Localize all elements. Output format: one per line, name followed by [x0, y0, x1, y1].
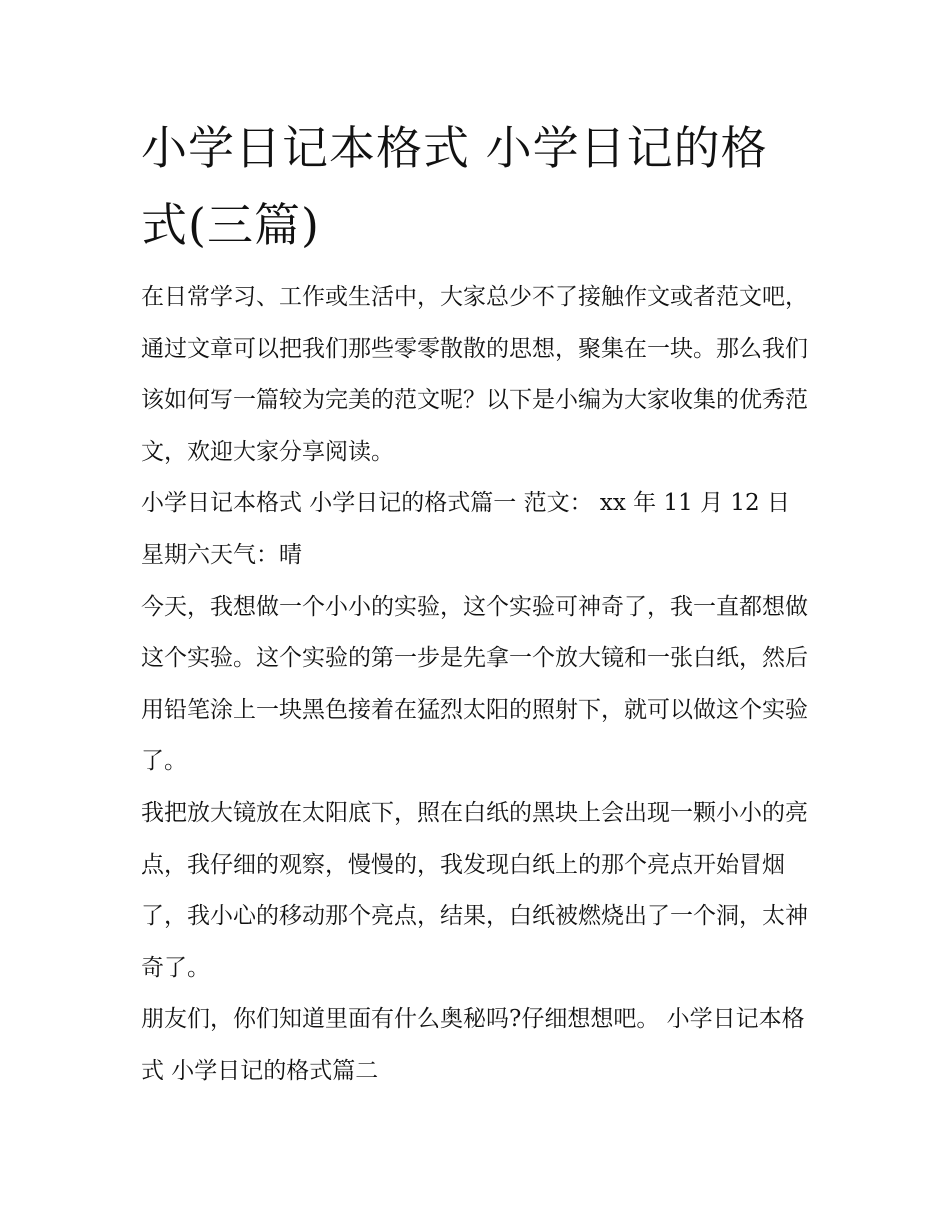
document-title: 小学日记本格式 小学日记的格式(三篇) [141, 121, 768, 252]
intro-paragraph: 在日常学习、工作或生活中，大家总少不了接触作文或者范文吧，通过文章可以把我们那些零零散散的思想，聚集在一块。那么我们该如何写一篇较为完美的范文呢？以下是小编为大家收集的优秀范文，欢迎大家分享阅读。 [141, 284, 808, 465]
closing-paragraph: 朋友们，你们知道里面有什么奥秘吗?仔细想想吧。 小学日记本格式 小学日记的格式篇二 [141, 1006, 805, 1084]
document-body [141, 110, 813, 1098]
body-paragraph: 我把放大镜放在太阳底下，照在白纸的黑块上会出现一颗小小的亮点，我仔细的观察，慢慢的，我发现白纸上的那个亮点开始冒烟了，我小心的移动那个亮点，结果，白纸被燃烧出了一个洞，太神奇了。 [141, 799, 808, 981]
entry-heading-paragraph: 小学日记本格式 小学日记的格式篇一 范文： xx 年 11 月 12 日 星期六天气：晴 [141, 490, 790, 568]
body-paragraph: 今天，我想做一个小小的实验，这个实验可神奇了，我一直都想做这个实验。这个实验的第一步是先拿一个放大镜和一张白纸，然后用铅笔涂上一块黑色接着在猛烈太阳的照射下，就可以做这个实验了。 [141, 593, 808, 775]
